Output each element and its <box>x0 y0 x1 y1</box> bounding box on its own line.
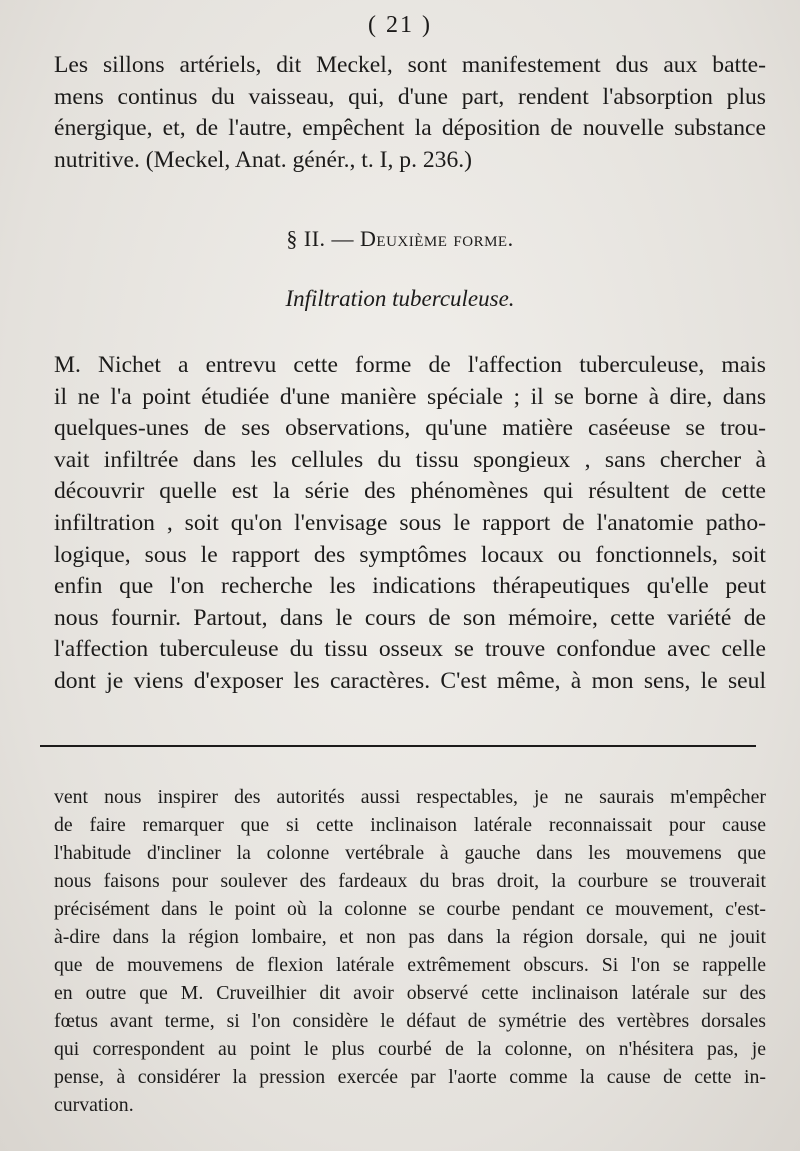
text-line: enfin que l'on recherche les indications thérapeutiques qu'elle peut <box>54 573 766 600</box>
section-dash: — <box>331 226 355 251</box>
section-title: Deuxième forme. <box>360 226 514 251</box>
footnote-line: l'habitude d'incliner la colonne vertébrale à gauche dans les mouvemens que <box>54 842 766 864</box>
text-line: découvrir quelle est la série des phénomènes qui résultent de cette <box>54 478 766 505</box>
text-line: nutritive. (Meckel, Anat. génér., t. I, p. 236.) <box>54 146 473 173</box>
section-heading <box>0 226 800 252</box>
footnote-line: pense, à considérer la pression exercée par l'aorte comme la cause de cette in- <box>54 1066 766 1088</box>
section-number: § II. <box>286 226 326 251</box>
text-line: vait infiltrée dans les cellules du tissu spongieux , sans chercher à <box>54 446 766 473</box>
footnote-line: vent nous inspirer des autorités aussi respectables, je ne saurais m'empêcher <box>54 786 766 808</box>
page-number: ( 21 ) <box>368 12 432 38</box>
footnote-divider <box>40 745 756 747</box>
footnote-line: fœtus avant terme, si l'on considère le défaut de symétrie des vertèbres dorsales <box>54 1010 766 1032</box>
footnote-line: nous faisons pour soulever des fardeaux du bras droit, la courbure se trouverait <box>54 870 766 892</box>
footnote-line: de faire remarquer que si cette inclinaison latérale reconnaissait pour cause <box>54 814 766 836</box>
text-line: mens continus du vaisseau, qui, d'une part, rendent l'absorption plus <box>54 83 766 110</box>
text-line: quelques-unes de ses observations, qu'une matière caséeuse se trou- <box>54 415 766 442</box>
paragraph-meckel-quote <box>54 50 766 176</box>
footnote-line: curvation. <box>54 1094 134 1116</box>
text-line: logique, sous le rapport des symptômes locaux ou fonctionnels, soit <box>54 541 766 568</box>
text-line: infiltration , soit qu'on l'envisage sous le rapport de l'anatomie patho- <box>54 509 766 536</box>
text-line: M. Nichet a entrevu cette forme de l'affection tuberculeuse, mais <box>54 352 766 378</box>
text-line: nous fournir. Partout, dans le cours de son mémoire, cette variété de <box>54 604 766 631</box>
footnote-line: qui correspondent au point le plus courbé de la colonne, on n'hésitera pas, je <box>54 1038 766 1060</box>
footnote-line: en outre que M. Cruveilhier dit avoir observé cette inclinaison latérale sur des <box>54 982 766 1004</box>
footnote-line: précisément dans le point où la colonne se courbe pendant ce mouvement, c'est- <box>54 898 766 920</box>
footnote-line: que de mouvemens de flexion latérale extrêmement obscurs. Si l'on se rappelle <box>54 954 766 976</box>
text-line: l'affection tuberculeuse du tissu osseux se trouve confondue avec celle <box>54 636 766 663</box>
text-line: il ne l'a point étudiée d'une manière spéciale ; il se borne à dire, dans <box>54 383 766 410</box>
text-line: Les sillons artériels, dit Meckel, sont manifestement dus aux batte- <box>54 52 766 78</box>
paragraph-nichet <box>54 350 766 698</box>
text-line: dont je viens d'exposer les caractères. C'est même, à mon sens, le seul <box>54 667 766 694</box>
footnote-line: à-dire dans la région lombaire, et non pas dans la région dorsale, qui ne jouit <box>54 926 766 948</box>
text-line: énergique, et, de l'autre, empêchent la déposition de nouvelle substance <box>54 115 766 142</box>
footnote-text <box>54 783 766 1119</box>
subheading: Infiltration tuberculeuse. <box>285 286 515 311</box>
